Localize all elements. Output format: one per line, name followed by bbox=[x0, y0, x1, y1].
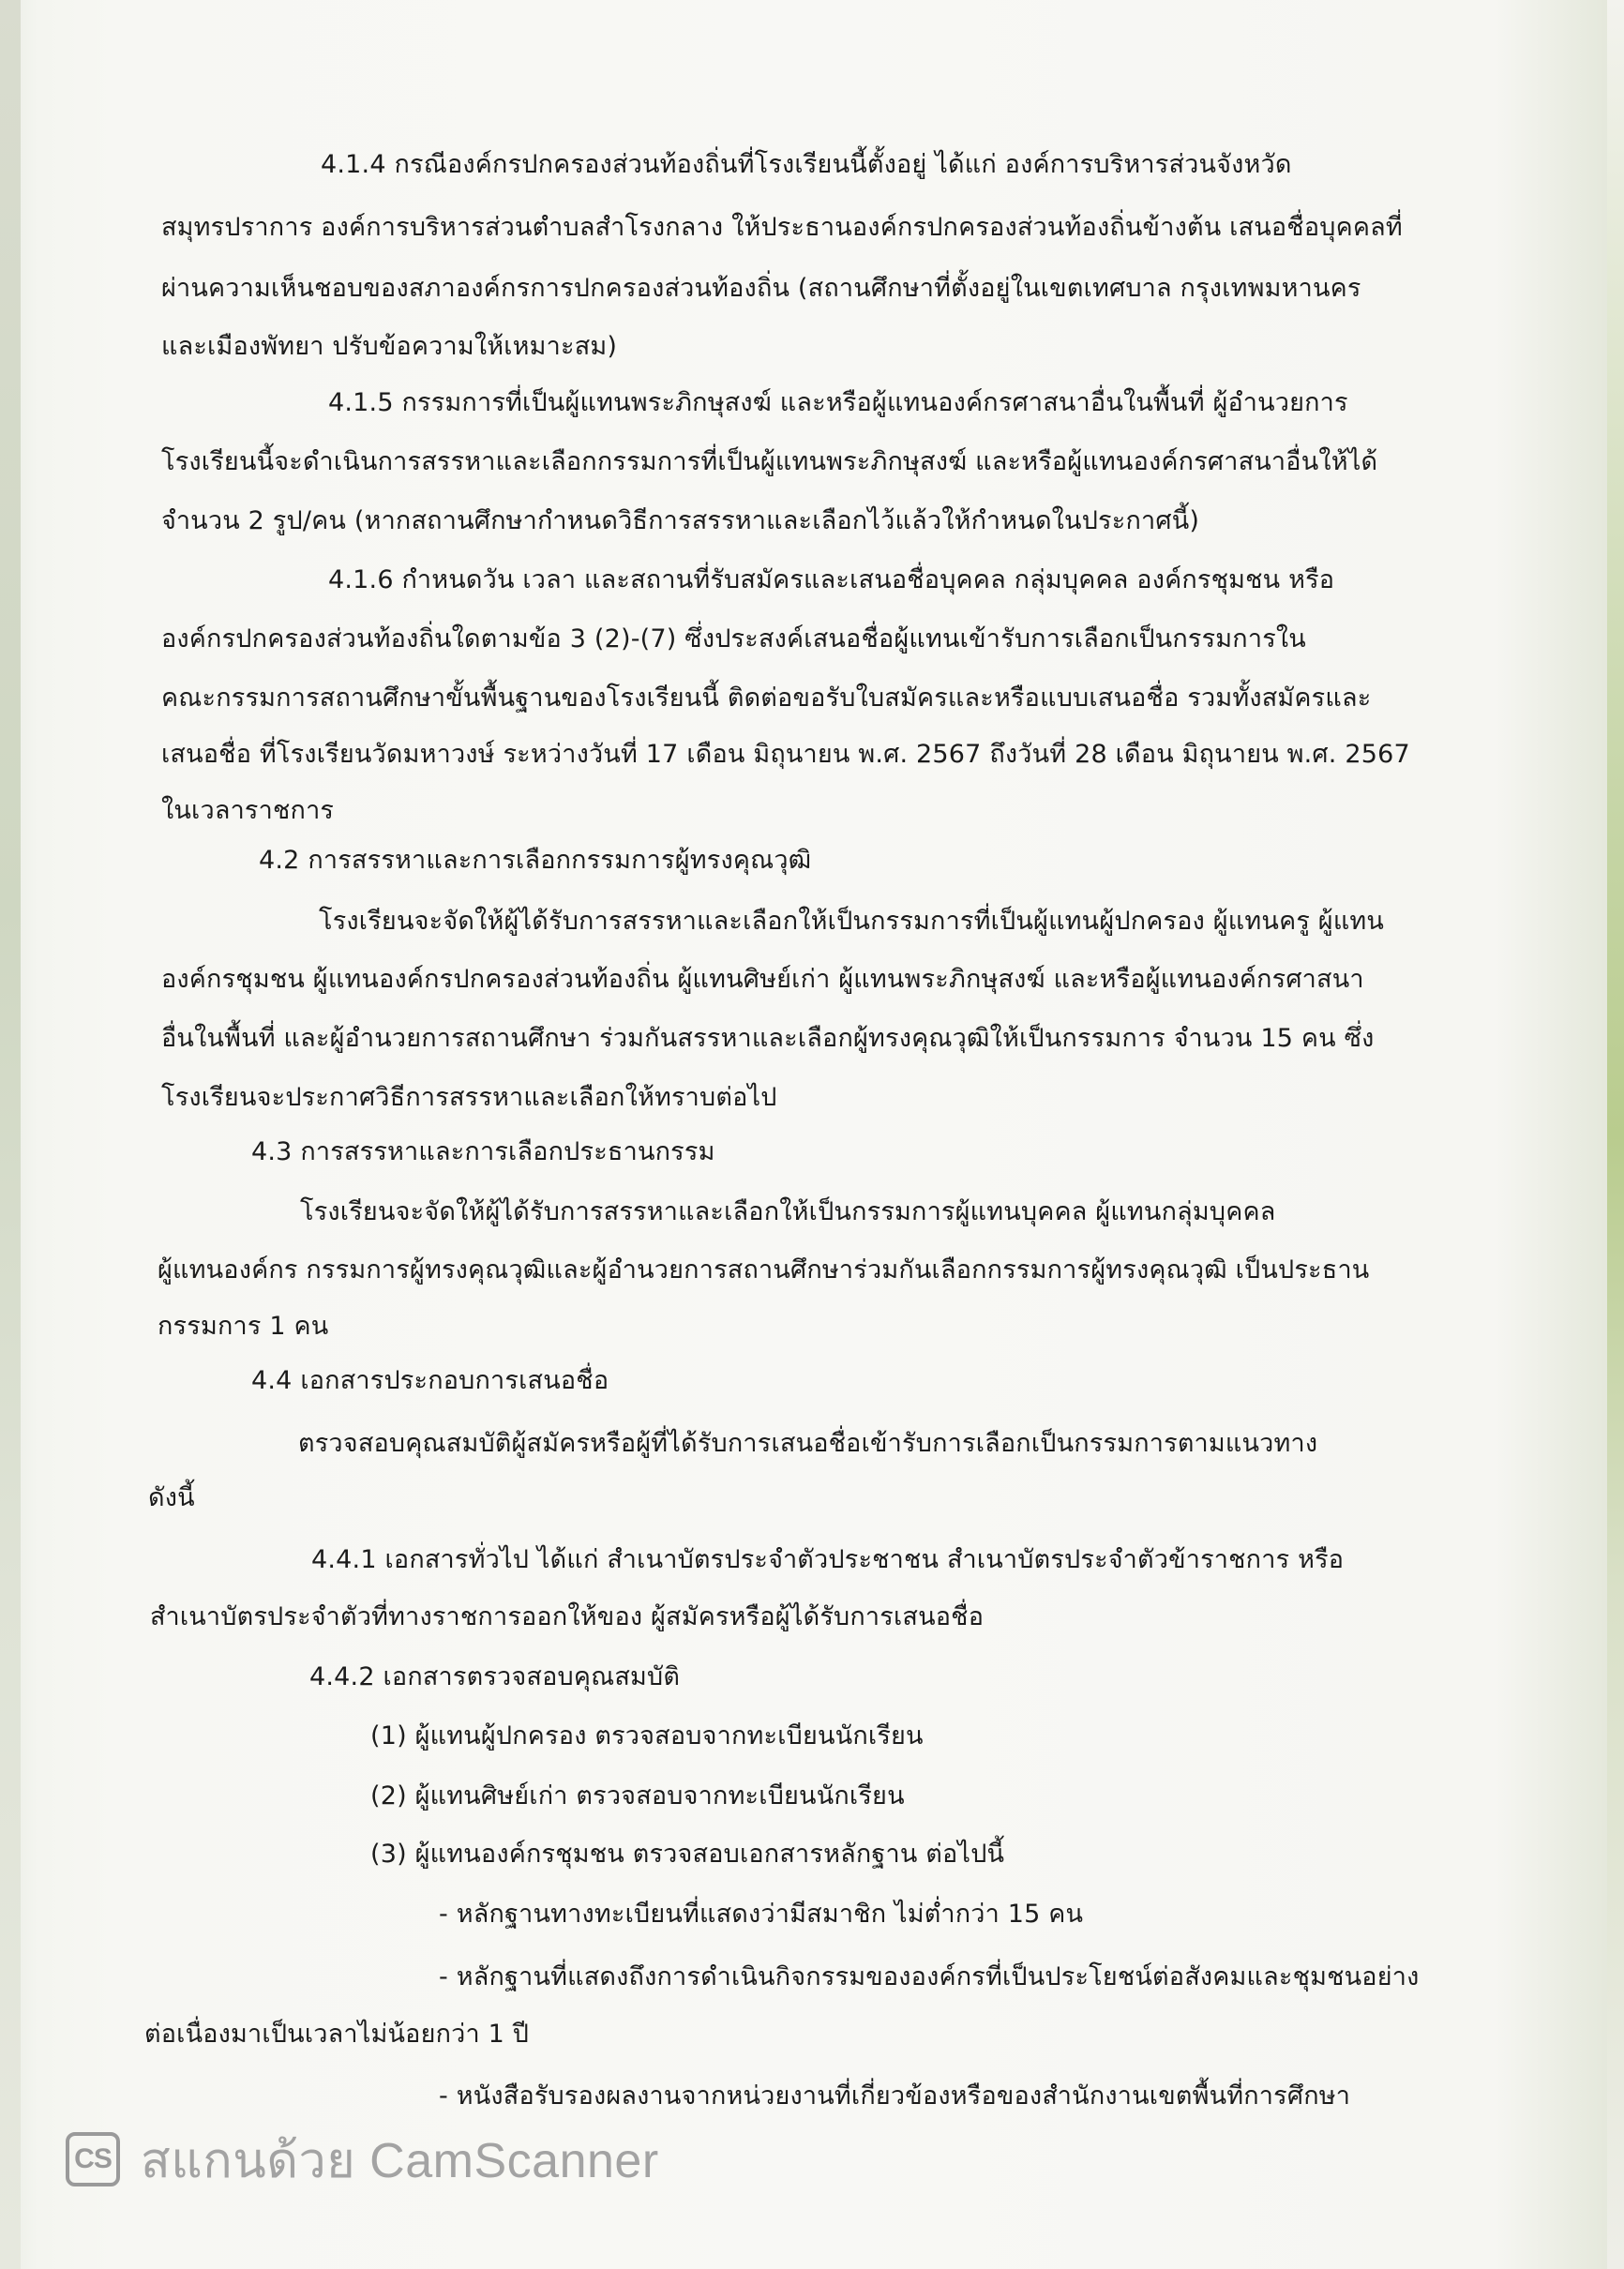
heading-4-3: 4.3 การสรรหาและการเลือกประธานกรรม bbox=[251, 1137, 715, 1166]
bullet-item-3: - หนังสือรับรองผลงานจากหน่วยงานที่เกี่ยวข้องหรือของสำนักงานเขตพื้นที่การศึกษา bbox=[439, 2081, 1351, 2111]
para-4-1-5-line-2: โรงเรียนนี้จะดำเนินการสรรหาและเลือกกรรมการที่เป็นผู้แทนพระภิกษุสงฆ์ และหรือผู้แทนองค์กรศาสนาอื่นให้ได้ bbox=[161, 447, 1378, 476]
bullet-item-1: - หลักฐานทางทะเบียนที่แสดงว่ามีสมาชิก ไม่ต่ำกว่า 15 คน bbox=[439, 1900, 1084, 1929]
page-edge-shadow-right bbox=[1607, 0, 1624, 2269]
para-4-4-line-1: ตรวจสอบคุณสมบัติผู้สมัครหรือผู้ที่ได้รับการเสนอชื่อเข้ารับการเลือกเป็นกรรมการตามแนวทาง bbox=[298, 1429, 1318, 1458]
para-4-1-6-line-4: เสนอชื่อ ที่โรงเรียนวัดมหาวงษ์ ระหว่างวันที่ 17 เดือน มิถุนายน พ.ศ. 2567 ถึงวันที่ 28 เดือน มิถุนายน พ.ศ. 2567 bbox=[161, 740, 1410, 769]
page-edge-shadow-left bbox=[0, 0, 21, 2269]
para-4-2-line-4: โรงเรียนจะประกาศวิธีการสรรหาและเลือกให้ทราบต่อไป bbox=[161, 1083, 777, 1112]
para-4-3-line-2: ผู้แทนองค์กร กรรมการผู้ทรงคุณวุฒิและผู้อำนวยการสถานศึกษาร่วมกันเลือกกรรมการผู้ทรงคุณวุฒิ เป็นประธาน bbox=[158, 1255, 1370, 1285]
para-4-1-5-line-1: 4.1.5 กรรมการที่เป็นผู้แทนพระภิกษุสงฆ์ และหรือผู้แทนองค์กรศาสนาอื่นในพื้นที่ ผู้อำนวยการ bbox=[328, 388, 1348, 417]
camscanner-logo-icon: CS bbox=[66, 2132, 120, 2186]
para-4-1-6-line-3: คณะกรรมการสถานศึกษาขั้นพื้นฐานของโรงเรียนนี้ ติดต่อขอรับใบสมัครและหรือแบบเสนอชื่อ รวมทั้งสมัครและ bbox=[161, 684, 1372, 713]
para-4-1-4-line-4: และเมืองพัทยา ปรับข้อความให้เหมาะสม) bbox=[161, 332, 618, 361]
para-4-4-1-line-2: สำเนาบัตรประจำตัวที่ทางราชการออกให้ของ ผู้สมัครหรือผู้ได้รับการเสนอชื่อ bbox=[150, 1602, 985, 1631]
heading-4-4-2: 4.4.2 เอกสารตรวจสอบคุณสมบัติ bbox=[309, 1662, 681, 1691]
para-4-1-4-line-2: สมุทรปราการ องค์การบริหารส่วนตำบลสำโรงกลาง ให้ประธานองค์กรปกครองส่วนท้องถิ่นข้างต้น เสนอชื่อบุคคลที่ bbox=[161, 213, 1403, 242]
para-4-2-line-2: องค์กรชุมชน ผู้แทนองค์กรปกครองส่วนท้องถิ่น ผู้แทนศิษย์เก่า ผู้แทนพระภิกษุสงฆ์ และหรือผู้แทนองค์กรศาสนา bbox=[161, 965, 1364, 994]
heading-4-4: 4.4 เอกสารประกอบการเสนอชื่อ bbox=[251, 1366, 609, 1395]
para-4-3-line-3: กรรมการ 1 คน bbox=[158, 1312, 329, 1341]
list-item-2: (2) ผู้แทนศิษย์เก่า ตรวจสอบจากทะเบียนนักเรียน bbox=[370, 1781, 905, 1811]
para-4-1-4-line-1: 4.1.4 กรณีองค์กรปกครองส่วนท้องถิ่นที่โรงเรียนนี้ตั้งอยู่ ได้แก่ องค์การบริหารส่วนจังหวัด bbox=[321, 150, 1292, 179]
para-4-2-line-3: อื่นในพื้นที่ และผู้อำนวยการสถานศึกษา ร่วมกันสรรหาและเลือกผู้ทรงคุณวุฒิให้เป็นกรรมการ จำนวน 15 คน ซึ่ง bbox=[161, 1024, 1375, 1053]
para-4-4-line-2: ดังนี้ bbox=[148, 1483, 195, 1512]
list-item-3: (3) ผู้แทนองค์กรชุมชน ตรวจสอบเอกสารหลักฐาน ต่อไปนี้ bbox=[370, 1840, 1005, 1869]
list-item-1: (1) ผู้แทนผู้ปกครอง ตรวจสอบจากทะเบียนนักเรียน bbox=[370, 1721, 924, 1751]
camscanner-watermark-text: สแกนด้วย CamScanner bbox=[141, 2133, 659, 2188]
bullet-item-2-line-2: ต่อเนื่องมาเป็นเวลาไม่น้อยกว่า 1 ปี bbox=[144, 2020, 530, 2049]
para-4-2-line-1: โรงเรียนจะจัดให้ผู้ได้รับการสรรหาและเลือกให้เป็นกรรมการที่เป็นผู้แทนผู้ปกครอง ผู้แทนครู ผู้แทน bbox=[319, 907, 1385, 936]
heading-4-2: 4.2 การสรรหาและการเลือกกรรมการผู้ทรงคุณวุฒิ bbox=[259, 846, 812, 875]
camscanner-watermark bbox=[66, 2126, 659, 2192]
para-4-1-4-line-3: ผ่านความเห็นชอบของสภาองค์กรการปกครองส่วนท้องถิ่น (สถานศึกษาที่ตั้งอยู่ในเขตเทศบาล กรุงเทพมหานคร bbox=[161, 274, 1361, 303]
para-4-1-6-line-2: องค์กรปกครองส่วนท้องถิ่นใดตามข้อ 3 (2)-(7) ซึ่งประสงค์เสนอชื่อผู้แทนเข้ารับการเลือกเป็นกรรมการใน bbox=[161, 624, 1306, 654]
bullet-item-2-line-1: - หลักฐานที่แสดงถึงการดำเนินกิจกรรมขององค์กรที่เป็นประโยชน์ต่อสังคมและชุมชนอย่าง bbox=[439, 1962, 1420, 1991]
para-4-4-1-line-1: 4.4.1 เอกสารทั่วไป ได้แก่ สำเนาบัตรประจำตัวประชาชน สำเนาบัตรประจำตัวข้าราชการ หรือ bbox=[311, 1545, 1345, 1574]
para-4-1-5-line-3: จำนวน 2 รูป/คน (หากสถานศึกษากำหนดวิธีการสรรหาและเลือกไว้แล้วให้กำหนดในประกาศนี้) bbox=[161, 506, 1200, 535]
para-4-1-6-line-1: 4.1.6 กำหนดวัน เวลา และสถานที่รับสมัครและเสนอชื่อบุคคล กลุ่มบุคคล องค์กรชุมชน หรือ bbox=[328, 565, 1335, 594]
para-4-3-line-1: โรงเรียนจะจัดให้ผู้ได้รับการสรรหาและเลือกให้เป็นกรรมการผู้แทนบุคคล ผู้แทนกลุ่มบุคคล bbox=[300, 1197, 1276, 1226]
para-4-1-6-line-5: ในเวลาราชการ bbox=[161, 796, 335, 825]
